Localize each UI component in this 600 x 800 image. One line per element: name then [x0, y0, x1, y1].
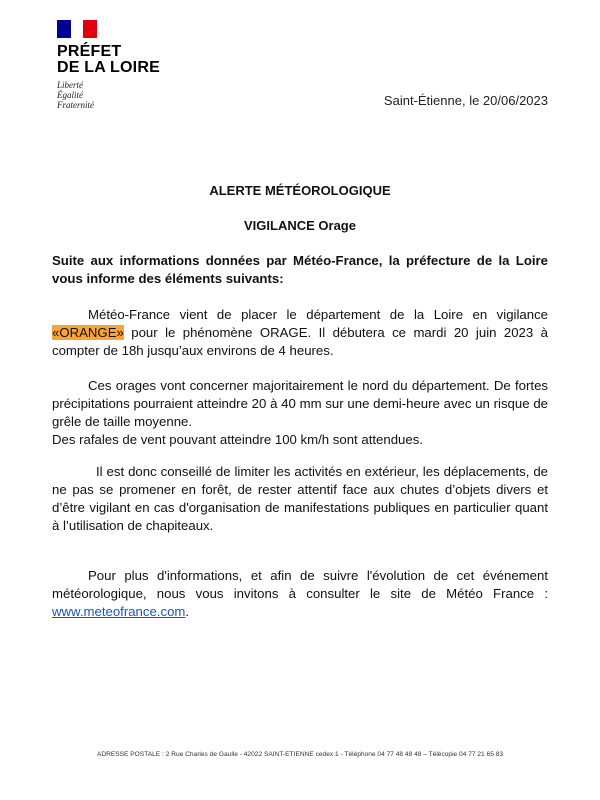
- p3-text: Il est donc conseillé de limiter les activités en extérieur, les déplacements, de ne pas se promener en forêt, de rester attentif face aux chutes d’objets divers et d’être vigilant en cas d'organisation de manifestations publiques en particulier quant à l’utilisation de chapiteaux.: [52, 464, 548, 533]
- document-title: ALERTE MÉTÉOROLOGIQUE: [209, 183, 391, 198]
- motto-egalite: Égalité: [57, 90, 83, 100]
- place-date: Saint-Étienne, le 20/06/2023: [383, 93, 548, 108]
- p4-text: Pour plus d'informations, et afin de suivre l'évolution de cet événement météorologique, nous vous invitons à consulter le site de Météo France :: [52, 568, 548, 601]
- paragraph-conseils: [52, 463, 548, 535]
- motto-liberte: Liberté: [57, 80, 83, 90]
- paragraph-orages: [52, 377, 548, 449]
- prefet-title-line1: PRÉFET: [57, 43, 122, 60]
- meteofrance-link[interactable]: www.meteofrance.com: [52, 604, 186, 619]
- prefecture-logo: [57, 20, 177, 110]
- paragraph-vigilance: [52, 306, 548, 360]
- p1-text-before: Météo-France vient de placer le département de la Loire en vigilance: [88, 307, 548, 322]
- paragraph-informations: [52, 567, 548, 621]
- orange-highlight: «ORANGE»: [52, 325, 124, 340]
- footer-address: ADRESSE POSTALE : 2 Rue Charles de Gaulle - 42022 SAINT-ETIENNE cedex 1 - Téléphone 04 77 48 48 48 – Télécopie 04 77 21 65 83: [96, 751, 504, 758]
- p1-text-after: pour le phénomène ORAGE. Il débutera ce mardi 20 juin 2023 à compter de 18h jusqu’aux environs de 4 heures.: [52, 325, 548, 358]
- republic-motto: [57, 80, 177, 110]
- p2-line1: Ces orages vont concerner majoritairement le nord du département. De fortes précipitations pourraient atteindre 20 à 40 mm sur une demi-heure avec un risque de grêle de taille moyenne.: [52, 378, 548, 429]
- p2-line2: Des rafales de vent pouvant atteindre 100 km/h sont attendues.: [52, 432, 423, 447]
- intro-paragraph: Suite aux informations données par Météo-France, la préfecture de la Loire vous informe des éléments suivants:: [52, 253, 548, 286]
- republique-flag-icon: [57, 20, 97, 38]
- prefet-title-line2: DE LA LOIRE: [57, 59, 160, 76]
- motto-fraternite: Fraternité: [57, 100, 94, 110]
- document-subtitle: VIGILANCE Orage: [244, 218, 356, 233]
- p4-text-after: .: [185, 604, 190, 619]
